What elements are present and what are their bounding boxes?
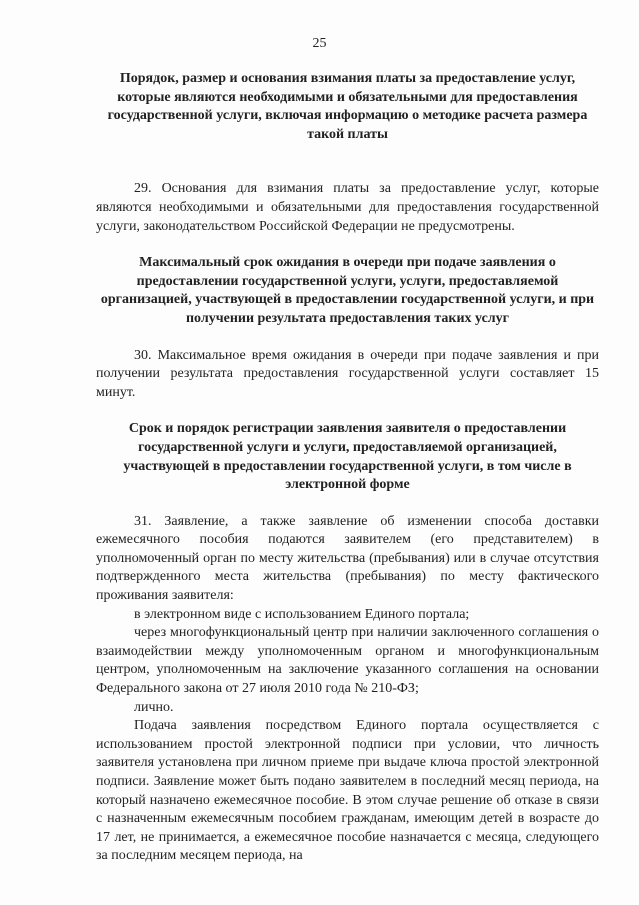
section-heading-registration: Срок и порядок регистрации заявления заявителя о предоставлении государственной услуги и услуги, предоставляемой организацией, участвующей в предоставлении государственной услуги, в том числе в электронной форме [123, 421, 572, 493]
paragraph-31-personal: лично. [134, 699, 174, 715]
paragraph-31-electronic: в электронном виде с использованием Единого портала; [134, 606, 470, 622]
section-heading-queue-time: Максимальный срок ожидания в очереди при подаче заявления о предоставлении государственной услуги, услуги, предоставляемой организацией, участвующей в предоставлении государственной услуги, и при получении результата предоставления таких услуг [100, 255, 595, 326]
section-heading-fee: Порядок, размер и основания взимания платы за предоставление услуг, которые являются необходимыми и обязательными для предоставления государственной услуги, включая информацию о методике расчета размера такой платы [107, 71, 588, 142]
paragraph-31-mfc: через многофункциональный центр при наличии заключенного соглашения о взаимодействии между уполномоченным органом и многофункциональным центром, уполномоченным на заключение указанного соглашения на основании Федерального закона от 27 июля 2010 года № 210-ФЗ; [96, 625, 599, 697]
paragraph-31: 31. Заявление, а также заявление об изменении способа доставки ежемесячного пособия подаются заявителем (его представителем) в уполномоченный орган по месту жительства (пребывания) или в случае отсутствия подтвержденного места жительства (пребывания) по месту фактического проживания заявителя: [96, 513, 599, 604]
paragraph-29: 29. Основания для взимания платы за предоставление услуг, которые являются необходимыми и обязательными для предоставления государственной услуги, законодательством Российской Федерации не предусмотрены. [96, 181, 599, 234]
paragraph-30: 30. Максимальное время ожидания в очереди при подаче заявления и при получении результата предоставления государственной услуги составляет 15 минут. [96, 347, 599, 400]
page-number: 25 [312, 36, 327, 51]
page-content [96, 70, 599, 866]
paragraph-31-portal: Подача заявления посредством Единого портала осуществляется с использованием простой электронной подписи при условии, что личность заявителя установлена при личном приеме при выдаче ключа простой электронной подписи. Заявление может быть подано заявителем в последний месяц периода, на который назначено ежемесячное пособие. В этом случае решение об отказе в связи с назначенным ежемесячным пособием гражданам, имеющим детей в возрасте до 17 лет, не принимается, а ежемесячное пособие назначается с месяца, следующего за последним месяцем периода, на [96, 718, 599, 864]
